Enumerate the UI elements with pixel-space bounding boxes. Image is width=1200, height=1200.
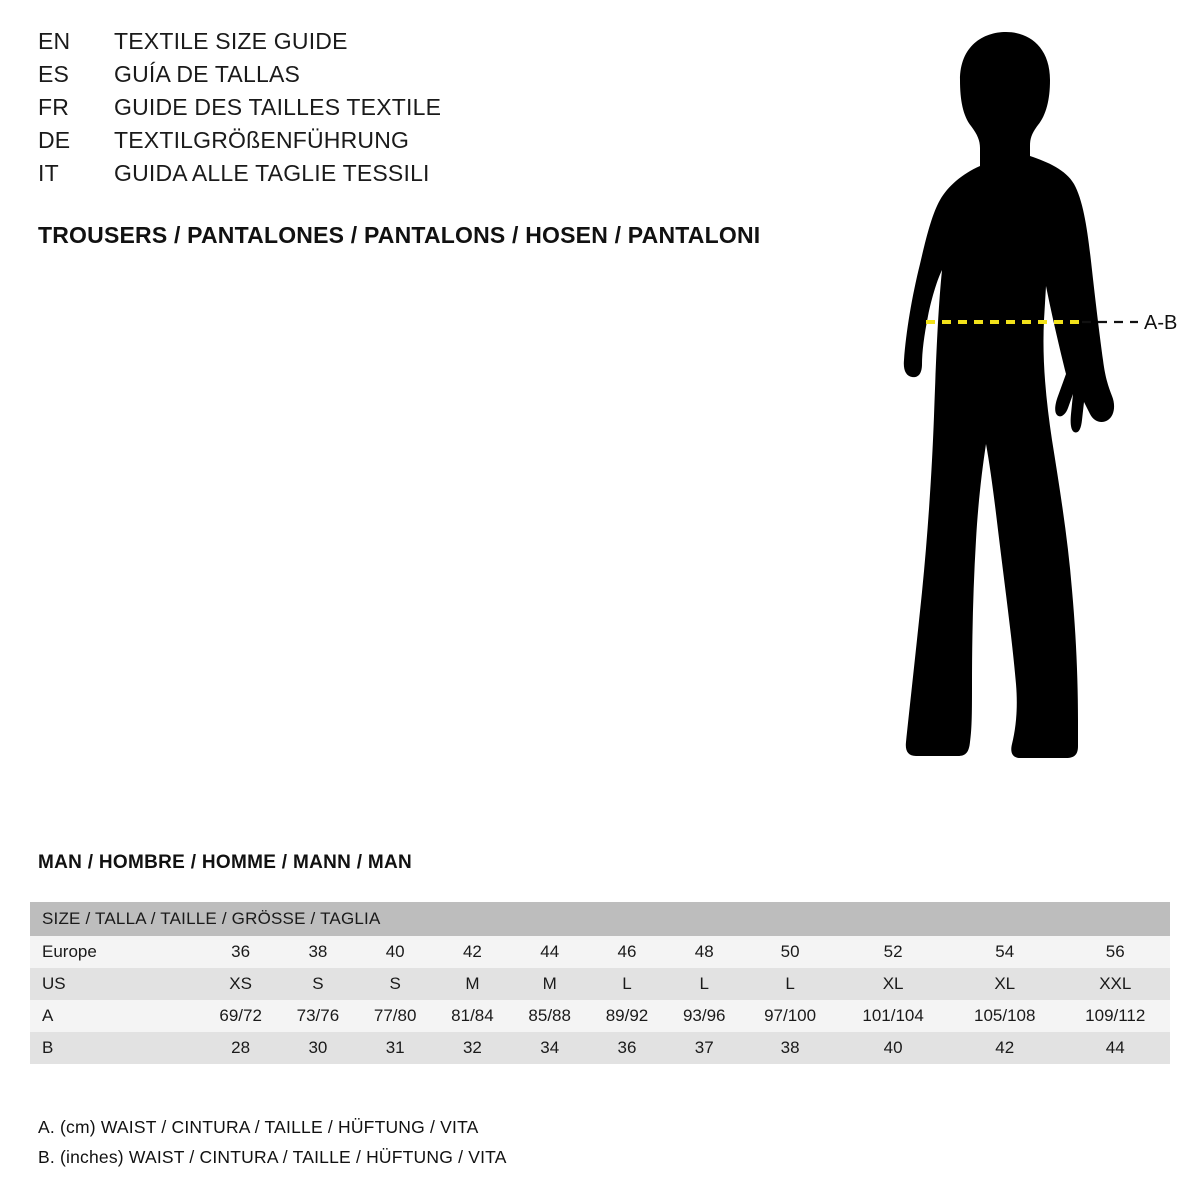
size-table-head	[30, 902, 1170, 936]
table-row	[30, 936, 1170, 968]
language-row-it	[38, 160, 798, 193]
cell: M	[511, 968, 588, 1000]
cell: 81/84	[434, 1000, 511, 1032]
cell: 85/88	[511, 1000, 588, 1032]
cell: 40	[837, 1032, 949, 1064]
cell: 37	[666, 1032, 743, 1064]
language-text: TEXTILE SIZE GUIDE	[114, 28, 348, 54]
cell: 56	[1061, 936, 1170, 968]
cell: 42	[949, 1032, 1061, 1064]
cell: 36	[202, 936, 279, 968]
cell: XL	[837, 968, 949, 1000]
cell: 38	[743, 1032, 837, 1064]
cell: 31	[357, 1032, 434, 1064]
language-code: DE	[38, 127, 71, 153]
language-list	[38, 28, 798, 193]
cell: 44	[511, 936, 588, 968]
language-row-de	[38, 127, 798, 160]
language-code: FR	[38, 94, 70, 120]
language-code: EN	[38, 28, 71, 54]
cell: 69/72	[202, 1000, 279, 1032]
cell: 36	[588, 1032, 665, 1064]
language-text: TEXTILGRÖßENFÜHRUNG	[114, 127, 410, 153]
table-row	[30, 968, 1170, 1000]
cell: 44	[1061, 1032, 1170, 1064]
cell: 54	[949, 936, 1061, 968]
language-code: IT	[38, 160, 59, 186]
silhouette-icon	[904, 32, 1114, 758]
table-header-row	[30, 902, 1170, 936]
size-table-header-label: SIZE / TALLA / TAILLE / GRÖSSE / TAGLIA	[30, 902, 1170, 936]
language-row-es	[38, 61, 798, 94]
cell: L	[588, 968, 665, 1000]
cell: 52	[837, 936, 949, 968]
cell: 89/92	[588, 1000, 665, 1032]
cell: 97/100	[743, 1000, 837, 1032]
table-row	[30, 1000, 1170, 1032]
cell: 101/104	[837, 1000, 949, 1032]
cell: XL	[949, 968, 1061, 1000]
footnotes	[38, 1112, 507, 1172]
cell: XXL	[1061, 968, 1170, 1000]
footnote-a: A. (cm) WAIST / CINTURA / TAILLE / HÜFTUNG / VITA	[38, 1117, 479, 1137]
cell: 30	[279, 1032, 356, 1064]
cell: M	[434, 968, 511, 1000]
cell: 73/76	[279, 1000, 356, 1032]
language-row-fr	[38, 94, 798, 127]
cell: 40	[357, 936, 434, 968]
size-table	[30, 902, 1170, 1064]
row-label: B	[30, 1032, 202, 1064]
table-row	[30, 1032, 1170, 1064]
cell: 32	[434, 1032, 511, 1064]
cell: 48	[666, 936, 743, 968]
row-label: A	[30, 1000, 202, 1032]
cell: L	[743, 968, 837, 1000]
language-row-en	[38, 28, 798, 61]
footnote-b: B. (inches) WAIST / CINTURA / TAILLE / HÜFTUNG / VITA	[38, 1147, 507, 1167]
cell: 34	[511, 1032, 588, 1064]
cell: 105/108	[949, 1000, 1061, 1032]
language-code: ES	[38, 61, 70, 87]
language-text: GUIDA ALLE TAGLIE TESSILI	[114, 160, 430, 186]
row-label: US	[30, 968, 202, 1000]
man-silhouette-figure	[820, 20, 1180, 800]
cell: S	[279, 968, 356, 1000]
garment-title: TROUSERS / PANTALONES / PANTALONS / HOSEN / PANTALONI	[38, 222, 761, 248]
section-label-man: MAN / HOMBRE / HOMME / MANN / MAN	[38, 852, 413, 873]
cell: 38	[279, 936, 356, 968]
cell: 109/112	[1061, 1000, 1170, 1032]
cell: 46	[588, 936, 665, 968]
language-text: GUÍA DE TALLAS	[114, 61, 301, 87]
cell: 42	[434, 936, 511, 968]
cell: 28	[202, 1032, 279, 1064]
cell: 50	[743, 936, 837, 968]
size-table-body	[30, 936, 1170, 1064]
language-text: GUIDE DES TAILLES TEXTILE	[114, 94, 442, 120]
cell: XS	[202, 968, 279, 1000]
cell: 93/96	[666, 1000, 743, 1032]
cell: 77/80	[357, 1000, 434, 1032]
cell: S	[357, 968, 434, 1000]
row-label: Europe	[30, 936, 202, 968]
cell: L	[666, 968, 743, 1000]
measure-label: A-B	[1144, 312, 1178, 334]
